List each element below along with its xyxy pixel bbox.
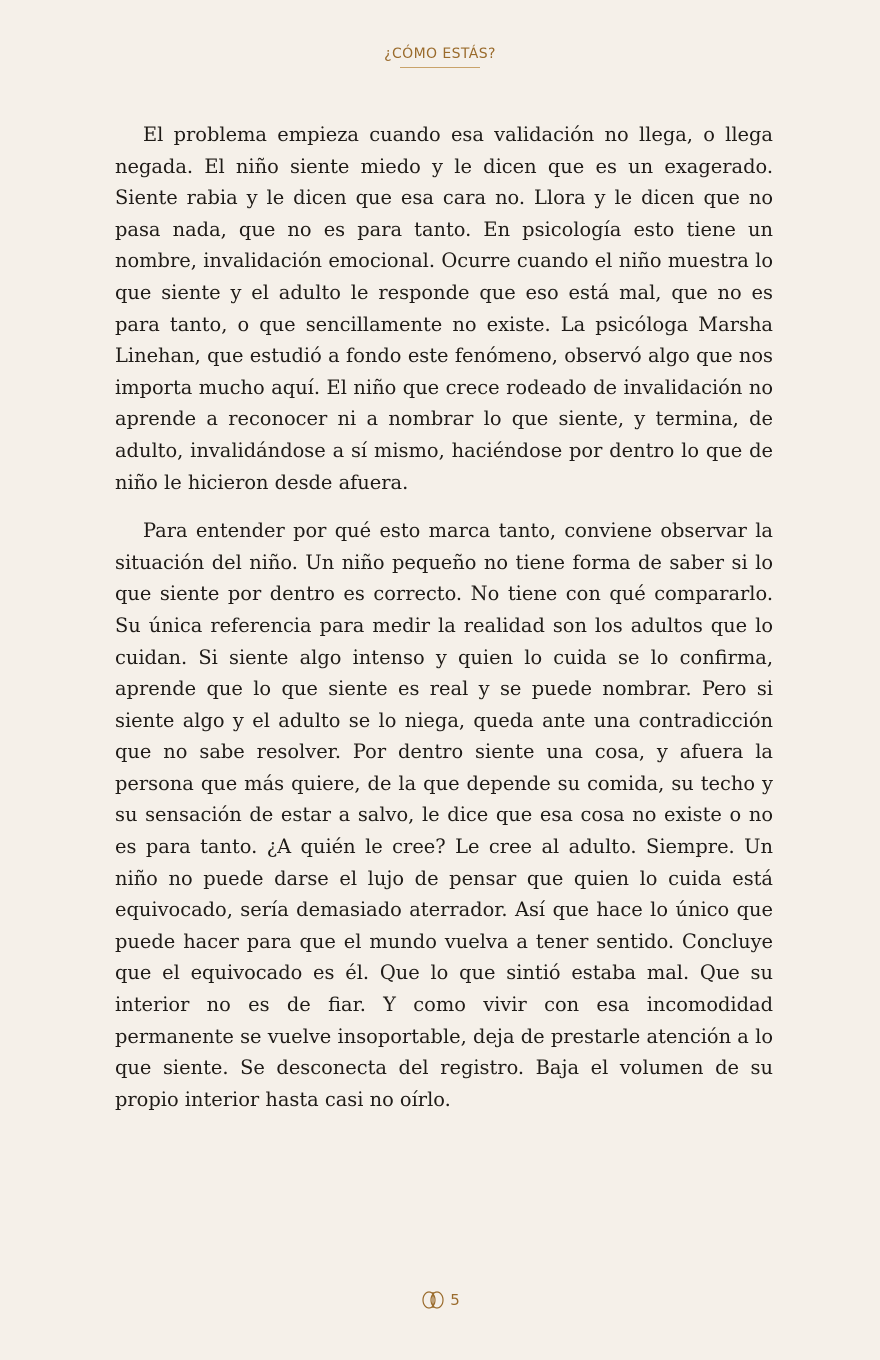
body-text <box>115 119 773 1115</box>
page-footer <box>0 1288 880 1312</box>
running-header-title: ¿CÓMO ESTÁS? <box>384 46 496 62</box>
page-number: 5 <box>450 1291 460 1309</box>
body-paragraph-1: El problema empieza cuando esa validación no llega, o llega negada. El niño siente miedo y le dicen que es un exagerado. Siente rabia y le dicen que esa cara no. Llora y le dicen que no pasa nada, que no es para tanto. En psicología esto tiene un nombre, invalidación emocional. Ocurre cuando el niño muestra lo que siente y el adulto le responde que eso está mal, que no es para tanto, o que sencillamente no existe. La psicóloga Marsha Linehan, que estudió a fondo este fenómeno, observó algo que nos importa mucho aquí. El niño que crece rodeado de invalidación no aprende a reconocer ni a nombrar lo que siente, y termina, de adulto, invalidándose a sí mismo, haciéndose por dentro lo que de niño le hicieron desde afuera. <box>115 123 773 494</box>
logo-mark-icon <box>420 1290 446 1310</box>
running-header <box>0 44 880 68</box>
folio <box>420 1288 460 1312</box>
body-paragraph-2: Para entender por qué esto marca tanto, conviene observar la situación del niño. Un niño pequeño no tiene forma de saber si lo que siente por dentro es correcto. No tiene con qué compararlo. Su única referencia para medir la realidad son los adultos que lo cuidan. Si siente algo intenso y quien lo cuida se lo confirma, aprende que lo que siente es real y se puede nombrar. Pero si siente algo y el adulto se lo niega, queda ante una contradicción que no sabe resolver. Por dentro siente una cosa, y afuera la persona que más quiere, de la que depende su comida, su techo y su sensación de estar a salvo, le dice que esa cosa no existe o no es para tanto. ¿A quién le cree? Le cree al adulto. Siempre. Un niño no puede darse el lujo de pensar que quien lo cuida está equivocado, sería demasiado aterrador. Así que hace lo único que puede hacer para que el mundo vuelva a tener sentido. Concluye que el equivocado es él. Que lo que sintió estaba mal. Que su interior no es de fiar. Y como vivir con esa incomodidad permanente se vuelve insoportable, deja de prestarle atención a lo que siente. Se desconecta del registro. Baja el volumen de su propio interior hasta casi no oírlo. <box>115 519 773 1111</box>
header-rule <box>400 67 480 68</box>
